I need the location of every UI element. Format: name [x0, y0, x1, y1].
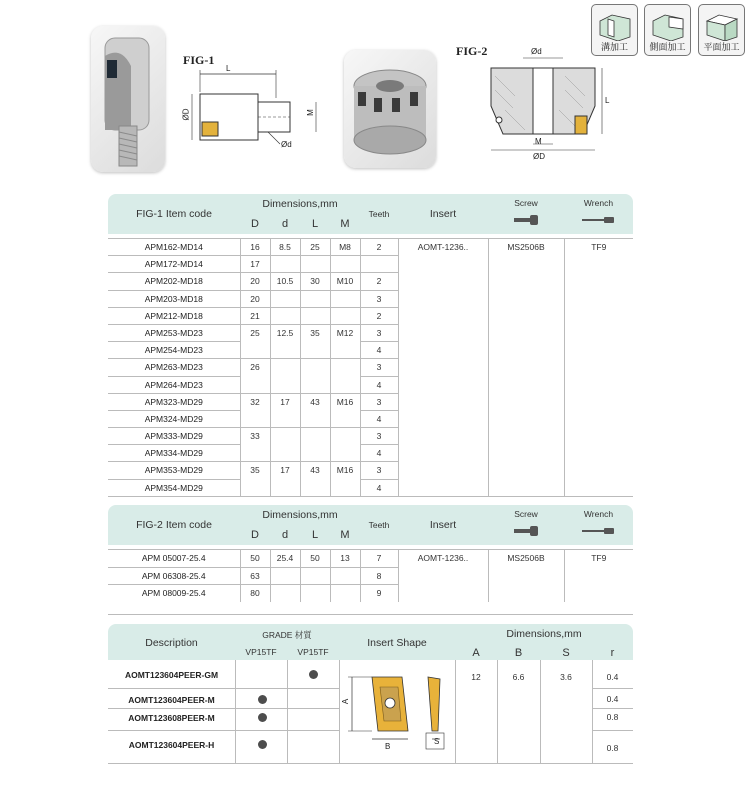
table1-col-L: L [311, 218, 319, 230]
grade-mark-dot [258, 740, 267, 749]
dim-d: 17 [270, 462, 300, 479]
table2-teeth-header: Teeth [368, 520, 390, 530]
teeth-count: 2 [360, 273, 398, 290]
side-milling-icon [651, 9, 685, 41]
teeth-count [360, 256, 398, 273]
teeth-count: 4 [360, 445, 398, 462]
dim-L [300, 567, 330, 585]
table2-dim-header: Dimensions,mm [262, 509, 338, 521]
insert-dim-B: B [385, 742, 391, 751]
table2-wrench-header: Wrench [583, 509, 614, 519]
dim-M [330, 410, 360, 427]
dim-d [270, 428, 300, 445]
fig1-dim-D: ØD [181, 108, 191, 121]
slot-milling-label: 溝加工 [600, 42, 628, 52]
dim-D: 21 [240, 307, 270, 324]
face-milling-badge [698, 4, 745, 56]
t3-S: 3.6 [560, 672, 572, 682]
table1 [108, 238, 633, 496]
dim-D: 25 [240, 324, 270, 341]
table3-divider [235, 660, 236, 763]
dim-M [330, 585, 360, 603]
table3-bottom-rule [108, 763, 633, 764]
dim-d [270, 445, 300, 462]
table3-grade-col1: VP15TF [245, 647, 277, 657]
table3-col-S: S [562, 647, 570, 659]
side-milling-badge [644, 4, 691, 56]
fig2-label: FIG-2 [456, 44, 488, 58]
table2-insert-header: Insert [429, 519, 457, 531]
dim-d [270, 290, 300, 307]
table3-desc-header: Description [145, 637, 198, 649]
dim-D: 63 [240, 567, 270, 585]
wrench-icon [582, 527, 616, 535]
dim-d: 10.5 [270, 273, 300, 290]
face-milling-label: 平面加工 [703, 42, 740, 52]
fig1-dim-M: M [305, 109, 315, 116]
t3-code-2: AOMT123608PEER-M [128, 713, 215, 723]
table3-dim-header: Dimensions,mm [506, 628, 582, 640]
dim-L [300, 359, 330, 376]
dim-D: 16 [240, 239, 270, 256]
dim-L [300, 256, 330, 273]
dim-L [300, 307, 330, 324]
dim-D [240, 479, 270, 496]
item-code: APM334-MD29 [108, 445, 240, 462]
dim-M [330, 342, 360, 359]
table-row [108, 239, 633, 256]
dim-M [330, 428, 360, 445]
t3-r-2: 0.8 [606, 712, 619, 722]
t3-r-0: 0.4 [606, 672, 619, 682]
table-row [108, 550, 633, 568]
t3-B: 6.6 [512, 672, 525, 682]
dim-M [330, 256, 360, 273]
insert-value: AOMT-1236.. [398, 550, 488, 603]
teeth-count: 4 [360, 410, 398, 427]
dim-M: M12 [330, 324, 360, 341]
item-code: APM212-MD18 [108, 307, 240, 324]
slot-milling-badge [591, 4, 638, 56]
item-code: APM333-MD29 [108, 428, 240, 445]
dim-L: 25 [300, 239, 330, 256]
table3-row-rule [108, 708, 339, 709]
teeth-count: 9 [360, 585, 398, 603]
dim-D [240, 376, 270, 393]
dim-D [240, 410, 270, 427]
teeth-count: 3 [360, 462, 398, 479]
wrench-icon [582, 216, 616, 224]
dim-M [330, 445, 360, 462]
table1-item-header: FIG-1 Item code [136, 208, 212, 220]
fig2-dim-d: Ød [531, 47, 542, 56]
table3-row-rule [592, 688, 633, 689]
table1-col-D: D [251, 218, 259, 230]
fig1-label: FIG-1 [183, 53, 215, 67]
fig1-drawing [180, 62, 335, 152]
item-code: APM203-MD18 [108, 290, 240, 307]
table3-row-rule [592, 730, 633, 731]
dim-d [270, 359, 300, 376]
item-code: APM324-MD29 [108, 410, 240, 427]
wrench-value: TF9 [564, 239, 633, 497]
teeth-count: 3 [360, 428, 398, 445]
endmill-photo [91, 26, 165, 172]
grade-mark-dot [258, 713, 267, 722]
table3-shape-header: Insert Shape [367, 637, 427, 649]
t3-code-0: AOMT123604PEER-GM [124, 670, 219, 680]
dim-L [300, 410, 330, 427]
t3-A: 12 [471, 672, 481, 682]
grade-mark-dot [258, 695, 267, 704]
item-code: APM172-MD14 [108, 256, 240, 273]
table3-grade-col2: VP15TF [297, 647, 329, 657]
t3-r-1: 0.4 [606, 694, 619, 704]
fig2-drawing [485, 46, 615, 162]
teeth-count: 3 [360, 359, 398, 376]
teeth-count: 2 [360, 307, 398, 324]
t3-code-1: AOMT123604PEER-M [128, 695, 215, 705]
table2-col-D: D [251, 529, 259, 541]
t3-code-3: AOMT123604PEER-H [128, 740, 215, 750]
dim-d [270, 410, 300, 427]
teeth-count: 4 [360, 342, 398, 359]
table1-dim-header: Dimensions,mm [262, 198, 338, 210]
dim-L: 43 [300, 393, 330, 410]
dim-D: 26 [240, 359, 270, 376]
table1-col-M: M [340, 218, 350, 230]
item-code: APM253-MD23 [108, 324, 240, 341]
table1-bottom-rule [108, 496, 633, 497]
table2-col-L: L [311, 529, 319, 541]
table1-wrench-header: Wrench [583, 198, 614, 208]
insert-value: AOMT-1236.. [398, 239, 488, 497]
dim-d [270, 585, 300, 603]
dim-D: 32 [240, 393, 270, 410]
dim-M: M16 [330, 462, 360, 479]
side-milling-label: 側面加工 [649, 42, 686, 52]
item-code: APM263-MD23 [108, 359, 240, 376]
dim-d [270, 479, 300, 496]
table3-row-rule [592, 708, 633, 709]
dim-D: 17 [240, 256, 270, 273]
table3-row-rule [108, 730, 339, 731]
teeth-count: 7 [360, 550, 398, 568]
fig2-dim-L: L [605, 96, 610, 105]
fig2-dim-D: ØD [533, 152, 545, 161]
wrench-value: TF9 [564, 550, 633, 603]
item-code: APM202-MD18 [108, 273, 240, 290]
item-code: APM 08009-25.4 [108, 585, 240, 603]
dim-d: 17 [270, 393, 300, 410]
table1-col-d: d [281, 218, 289, 230]
table3-col-A: A [472, 647, 480, 659]
table1-teeth-header: Teeth [368, 209, 390, 219]
table2-bottom-rule [108, 614, 633, 615]
dim-L: 43 [300, 462, 330, 479]
dim-L [300, 585, 330, 603]
dim-D: 20 [240, 290, 270, 307]
dim-L: 50 [300, 550, 330, 568]
table2 [108, 549, 633, 602]
table2-col-M: M [340, 529, 350, 541]
teeth-count: 3 [360, 290, 398, 307]
dim-M [330, 567, 360, 585]
dim-M: 13 [330, 550, 360, 568]
teeth-count: 3 [360, 393, 398, 410]
teeth-count: 4 [360, 479, 398, 496]
table3-col-B: B [514, 647, 523, 659]
grade-mark-dot [309, 670, 318, 679]
table1-screw-header: Screw [514, 198, 538, 208]
dim-d: 12.5 [270, 324, 300, 341]
table3-grade-header: GRADE 材質 [262, 630, 312, 640]
t3-r-3: 0.8 [606, 743, 619, 753]
item-code: APM 05007-25.4 [108, 550, 240, 568]
item-code: APM162-MD14 [108, 239, 240, 256]
screw-icon [514, 526, 540, 536]
screw-value: MS2506B [488, 239, 564, 497]
item-code: APM354-MD29 [108, 479, 240, 496]
dim-D: 80 [240, 585, 270, 603]
item-code: APM254-MD23 [108, 342, 240, 359]
table3-divider [287, 660, 288, 763]
slot-milling-icon [598, 9, 632, 41]
dim-L [300, 428, 330, 445]
dim-d [270, 376, 300, 393]
teeth-count: 4 [360, 376, 398, 393]
screw-icon [514, 215, 540, 225]
insert-dim-S: S [434, 737, 440, 746]
fig1-dim-d: Ød [281, 140, 292, 149]
dim-L: 35 [300, 324, 330, 341]
dim-M [330, 479, 360, 496]
dim-D [240, 342, 270, 359]
dim-d: 25.4 [270, 550, 300, 568]
screw-value: MS2506B [488, 550, 564, 603]
dim-d [270, 256, 300, 273]
dim-D: 33 [240, 428, 270, 445]
dim-L [300, 342, 330, 359]
dim-L [300, 376, 330, 393]
dim-M [330, 359, 360, 376]
dim-M [330, 376, 360, 393]
table3-divider [339, 660, 340, 763]
dim-L: 30 [300, 273, 330, 290]
dim-L [300, 479, 330, 496]
item-code: APM353-MD29 [108, 462, 240, 479]
dim-d [270, 567, 300, 585]
facemill-photo [344, 50, 436, 168]
item-code: APM 06308-25.4 [108, 567, 240, 585]
dim-L [300, 445, 330, 462]
table3-row-rule [108, 688, 339, 689]
item-code: APM264-MD23 [108, 376, 240, 393]
teeth-count: 2 [360, 239, 398, 256]
dim-D: 20 [240, 273, 270, 290]
face-milling-icon [705, 9, 739, 41]
dim-M: M10 [330, 273, 360, 290]
item-code: APM323-MD29 [108, 393, 240, 410]
table2-screw-header: Screw [514, 509, 538, 519]
table3-col-r: r [610, 647, 615, 659]
endmill-image [91, 26, 165, 172]
dim-M [330, 307, 360, 324]
dim-d [270, 342, 300, 359]
dim-D [240, 445, 270, 462]
dim-M [330, 290, 360, 307]
table2-item-header: FIG-2 Item code [136, 519, 212, 531]
table2-col-d: d [281, 529, 289, 541]
insert-dim-A: A [341, 698, 351, 705]
dim-M: M8 [330, 239, 360, 256]
dim-D: 50 [240, 550, 270, 568]
dim-D: 35 [240, 462, 270, 479]
dim-d: 8.5 [270, 239, 300, 256]
fig2-dim-M: M [535, 137, 542, 146]
dim-L [300, 290, 330, 307]
dim-M: M16 [330, 393, 360, 410]
table1-insert-header: Insert [429, 208, 457, 220]
teeth-count: 3 [360, 324, 398, 341]
teeth-count: 8 [360, 567, 398, 585]
fig1-dim-L: L [226, 64, 231, 73]
facemill-image [344, 50, 436, 168]
dim-d [270, 307, 300, 324]
